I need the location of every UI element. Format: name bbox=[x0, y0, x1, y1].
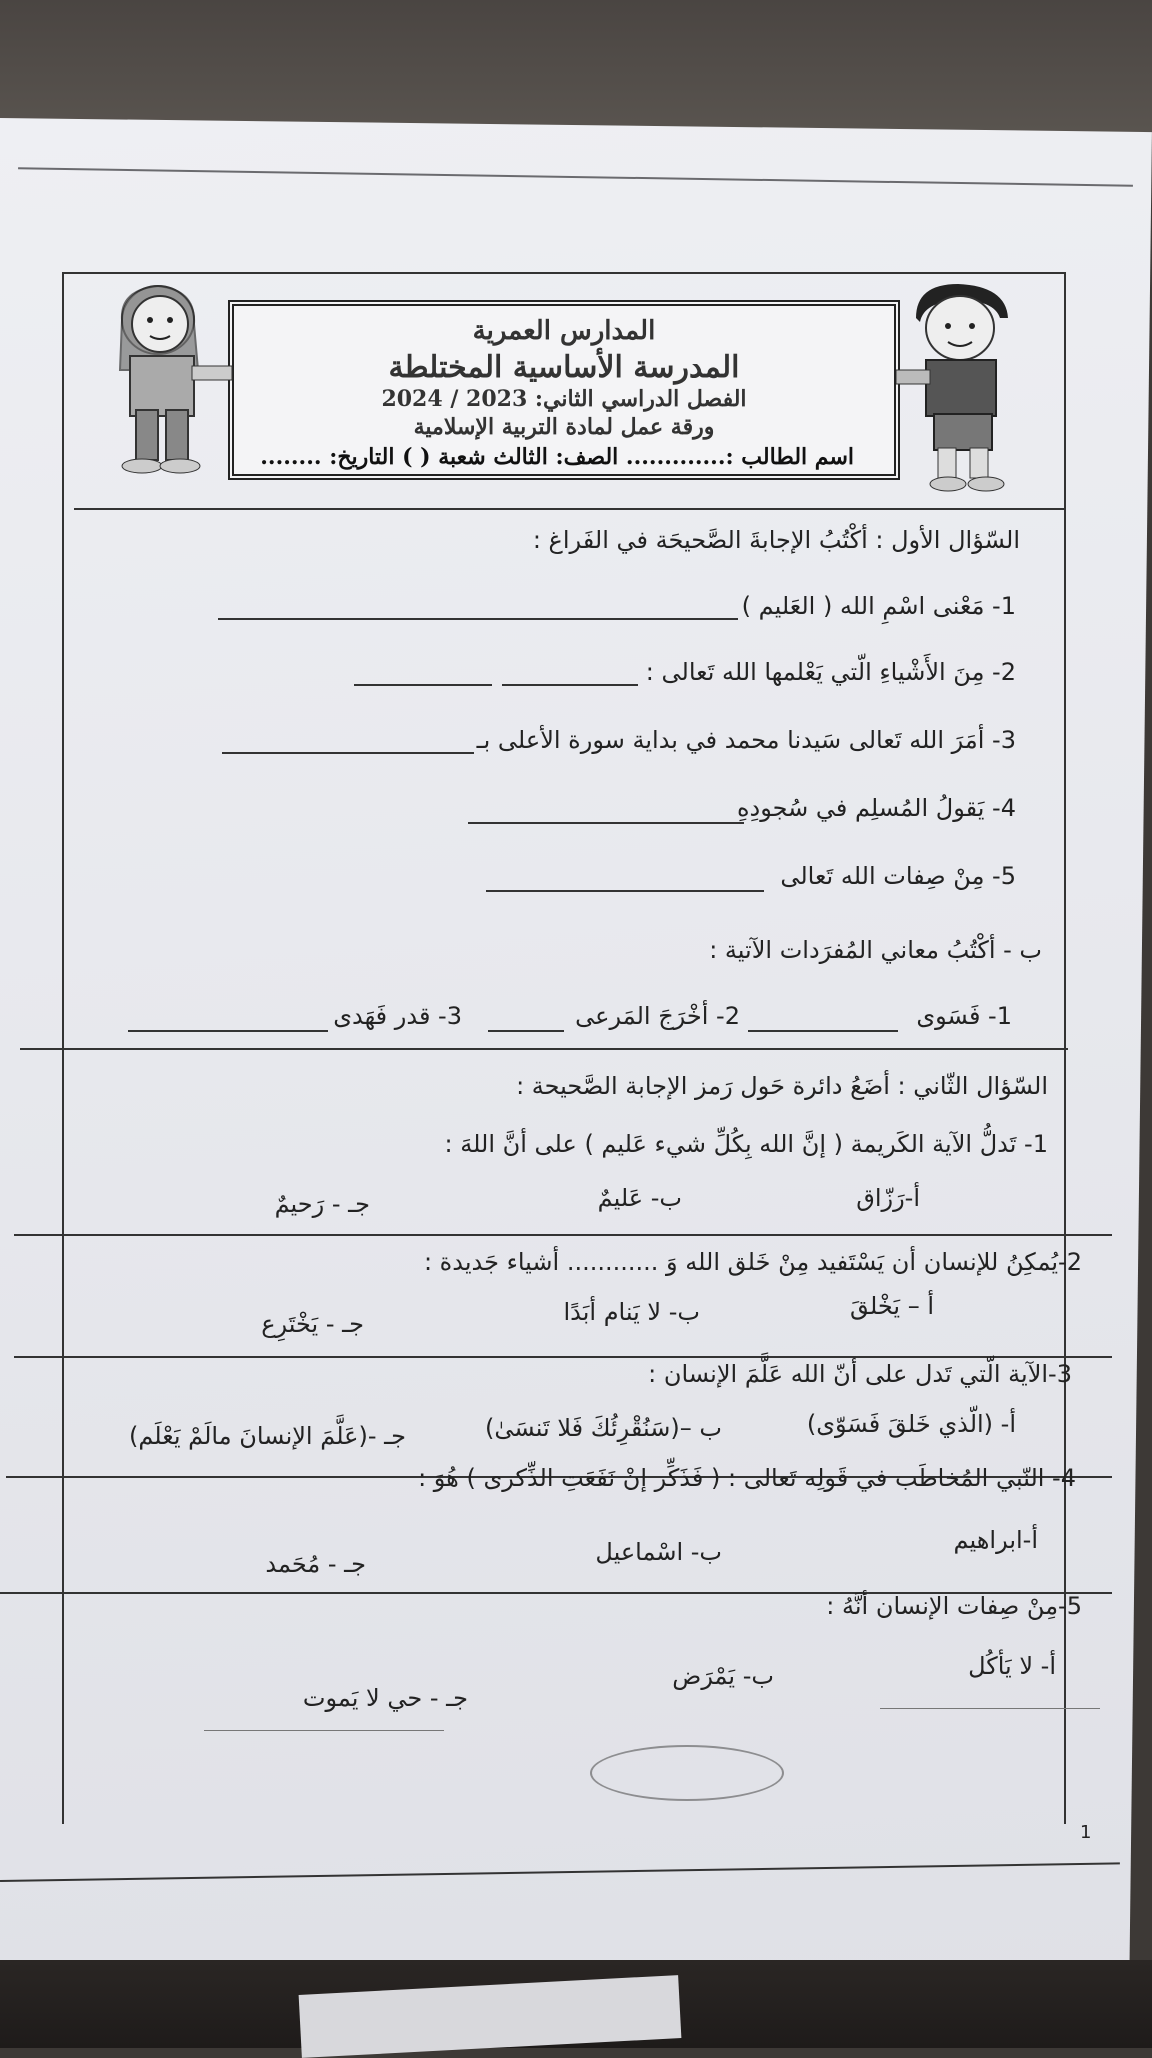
answer-blank[interactable] bbox=[222, 752, 474, 754]
q1-item-1: 1- مَعْنى اسْمِ الله ( العَليم ) bbox=[741, 592, 1016, 620]
q1-item-3: 3- أمَرَ الله تَعالى سَيدنا محمد في بداية سورة الأعلى بـ bbox=[476, 726, 1016, 754]
vocab-item-1: 1- فَسَوى bbox=[916, 1002, 1012, 1030]
school-name: المدارس العمرية bbox=[472, 316, 656, 346]
q2-title: السّؤال الثّاني : أضَعُ دائرة حَول رَمز الإجابة الصَّحيحة : bbox=[516, 1072, 1048, 1100]
row-divider bbox=[14, 1234, 1112, 1236]
q2-item-5-question: 5-مِنْ صِفات الإنسان أنَّهُ : bbox=[826, 1592, 1082, 1620]
student-info-row: اسم الطالب :............. الصف: الثالث شعبة ( ) التاريخ: ........ bbox=[260, 444, 854, 470]
answer-blank[interactable] bbox=[748, 1030, 898, 1032]
q2-item-1-choice-a[interactable]: أ-رَزّاق bbox=[856, 1184, 920, 1212]
q2-item-4-question: 4- النّبي المُخاطَب في قَولِه تَعالى : ( فَذَكِّر إنْ نَفَعَتِ الذِّكرى ) هُوَ : bbox=[418, 1464, 1076, 1492]
term-line: الفصل الدراسي الثاني: 2023 / 2024 bbox=[381, 386, 747, 412]
q2-item-5-choice-b[interactable]: ب- يَمْرَض bbox=[672, 1662, 774, 1690]
section-divider bbox=[20, 1048, 1068, 1050]
answer-blank[interactable] bbox=[488, 1030, 564, 1032]
answer-blank[interactable] bbox=[486, 890, 764, 892]
pencil-stroke bbox=[204, 1730, 444, 1731]
q2-item-4-choice-b[interactable]: ب- اسْماعيل bbox=[595, 1538, 722, 1566]
pencil-circle-mark bbox=[590, 1745, 784, 1801]
q2-item-3-choice-a[interactable]: أ- (الّذي خَلقَ فَسَوّى) bbox=[806, 1410, 1016, 1438]
q1-part-b-title: ب - أكْتُبُ معاني المُفرَدات الآتية : bbox=[709, 936, 1042, 964]
q2-item-5-choice-a[interactable]: أ- لا يَأكُل bbox=[968, 1652, 1056, 1680]
subject-line: ورقة عمل لمادة التربية الإسلامية bbox=[413, 414, 715, 440]
q2-item-1-choice-c[interactable]: جـ - رَحيمٌ bbox=[274, 1190, 370, 1218]
q2-item-3-choice-b[interactable]: ب –(سَنُقْرِئُكَ فَلا تَنسَىٰ) bbox=[485, 1414, 722, 1442]
answer-blank[interactable] bbox=[468, 822, 744, 824]
header-divider bbox=[74, 508, 1064, 510]
girl-illustration-icon bbox=[80, 280, 240, 480]
school-subname: المدرسة الأساسية المختلطة bbox=[388, 350, 740, 385]
q1-item-5: 5- مِنْ صِفات الله تَعالى bbox=[780, 862, 1016, 890]
row-divider bbox=[14, 1356, 1112, 1358]
vocab-item-2: 2- أخْرَجَ المَرعى bbox=[575, 1002, 740, 1030]
q2-item-2-choice-b[interactable]: ب- لا يَنام أبَدًا bbox=[563, 1298, 700, 1326]
page-number: 1 bbox=[1080, 1822, 1092, 1843]
q2-item-1-question: 1- تَدلُّ الآية الكَريمة ( إنَّ الله بِكُلِّ شيء عَليم ) على أنَّ اللهَ : bbox=[444, 1130, 1048, 1158]
answer-blank[interactable] bbox=[502, 684, 638, 686]
q2-item-3-choice-c[interactable]: جـ -(عَلَّمَ الإنسانَ مالَمْ يَعْلَم) bbox=[128, 1422, 406, 1450]
boy-illustration-icon bbox=[896, 278, 1046, 498]
q2-item-4-choice-a[interactable]: أ-ابراهيم bbox=[953, 1526, 1038, 1554]
q2-item-4-choice-c[interactable]: جـ - مُحَمد bbox=[265, 1550, 366, 1578]
answer-blank[interactable] bbox=[218, 618, 738, 620]
q1-title: السّؤال الأول : أكْتُبُ الإجابةَ الصَّحيحَة في الفَراغ : bbox=[532, 526, 1020, 554]
q2-item-1-choice-b[interactable]: ب- عَليمٌ bbox=[597, 1184, 682, 1212]
answer-blank[interactable] bbox=[354, 684, 492, 686]
q1-item-4: 4- يَقولُ المُسلِم في سُجودِهِ bbox=[736, 794, 1016, 822]
vocab-item-3: 3- قدر فَهَدى bbox=[333, 1002, 462, 1030]
q2-item-3-question: 3-الآية الّتي تَدل على أنّ الله عَلَّمَ الإنسان : bbox=[648, 1360, 1072, 1388]
pencil-stroke bbox=[880, 1708, 1100, 1709]
answer-blank[interactable] bbox=[128, 1030, 328, 1032]
desk-background-top bbox=[0, 0, 1152, 140]
q2-item-2-question: 2-يُمكِنُ للإنسان أن يَسْتَفيد مِنْ خَلق الله وَ ............ أشياء جَديدة : bbox=[423, 1248, 1082, 1276]
q2-item-5-choice-c[interactable]: جـ - حي لا يَموت bbox=[302, 1684, 468, 1712]
q1-item-2: 2- مِنَ الأَشْياءِ الّتي يَعْلمها الله تَعالى : bbox=[645, 658, 1016, 686]
q2-item-2-choice-a[interactable]: أ – يَخْلقَ bbox=[849, 1292, 934, 1320]
header-banner bbox=[228, 300, 900, 480]
q2-item-2-choice-c[interactable]: جـ - يَخْتَرِع bbox=[261, 1310, 364, 1338]
